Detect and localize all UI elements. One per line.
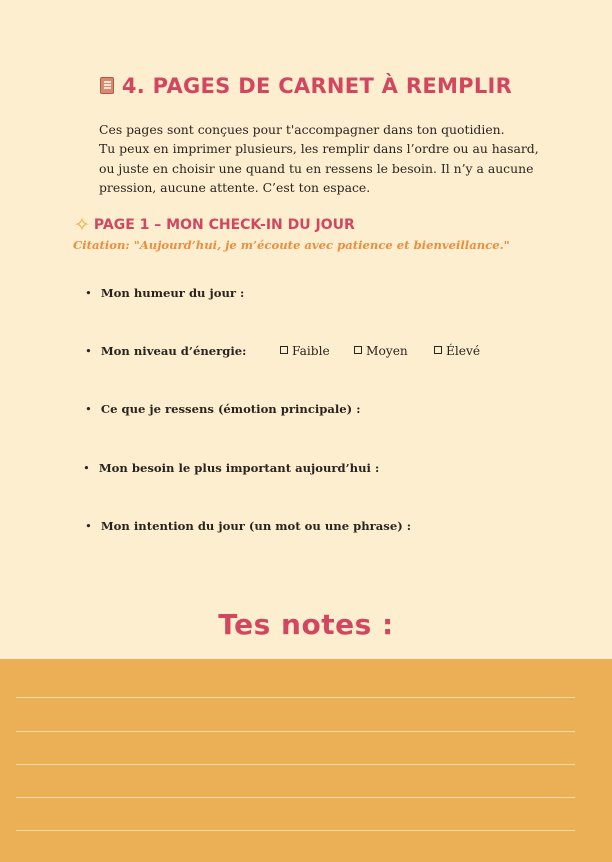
energy-option-medium-label: Moyen — [366, 344, 408, 358]
intro-paragraph-2: Tu peux en imprimer plusieurs, les remplir dans l’ordre ou au hasard, ou juste en choisir une quand tu en ressens le besoin. Il n’y a aucune pression, aucune attente. C’est ton espace. — [99, 141, 539, 195]
bullet: • — [85, 519, 92, 533]
notes-title: Tes notes : — [218, 608, 394, 641]
page-title — [0, 74, 612, 98]
emotion-prompt — [85, 402, 360, 416]
note-line — [16, 797, 575, 798]
bullet: • — [85, 344, 92, 358]
section-heading-text: PAGE 1 – MON CHECK-IN DU JOUR — [93, 217, 355, 233]
intention-label: Mon intention du jour (un mot ou une phrase) : — [100, 519, 412, 533]
mood-label: Mon humeur du jour : — [100, 286, 245, 300]
checkbox-icon[interactable] — [434, 346, 442, 354]
emotion-label: Ce que je ressens (émotion principale) : — [100, 402, 361, 416]
checkbox-icon[interactable] — [354, 346, 362, 354]
daily-quote: Citation: "Aujourd’hui, je m’écoute avec patience et bienveillance." — [73, 238, 510, 252]
book-icon — [100, 77, 114, 94]
energy-option-high[interactable] — [434, 344, 480, 358]
energy-option-low-label: Faible — [292, 344, 330, 358]
checkbox-icon[interactable] — [280, 346, 288, 354]
energy-prompt — [85, 344, 246, 358]
note-line — [16, 731, 575, 732]
bullet: • — [85, 402, 92, 416]
need-prompt — [83, 461, 379, 475]
section-heading — [74, 214, 355, 236]
bullet: • — [85, 286, 92, 300]
note-line — [16, 697, 575, 698]
sparkle-icon: ✧ — [74, 214, 90, 236]
intention-prompt — [85, 519, 411, 533]
mood-prompt — [85, 286, 244, 300]
energy-option-low[interactable] — [280, 344, 330, 358]
energy-option-medium[interactable] — [354, 344, 408, 358]
notes-area[interactable] — [0, 659, 612, 862]
need-label: Mon besoin le plus important aujourd’hui : — [98, 461, 380, 475]
page-title-text: 4. PAGES DE CARNET À REMPLIR — [121, 74, 513, 98]
intro-paragraph-1: Ces pages sont conçues pour t'accompagner dans ton quotidien. — [99, 122, 505, 137]
intro-text — [99, 120, 549, 197]
energy-label: Mon niveau d’énergie: — [100, 344, 247, 358]
bullet: • — [83, 461, 90, 475]
note-line — [16, 764, 575, 765]
note-line — [16, 830, 575, 831]
energy-option-high-label: Élevé — [446, 344, 481, 358]
